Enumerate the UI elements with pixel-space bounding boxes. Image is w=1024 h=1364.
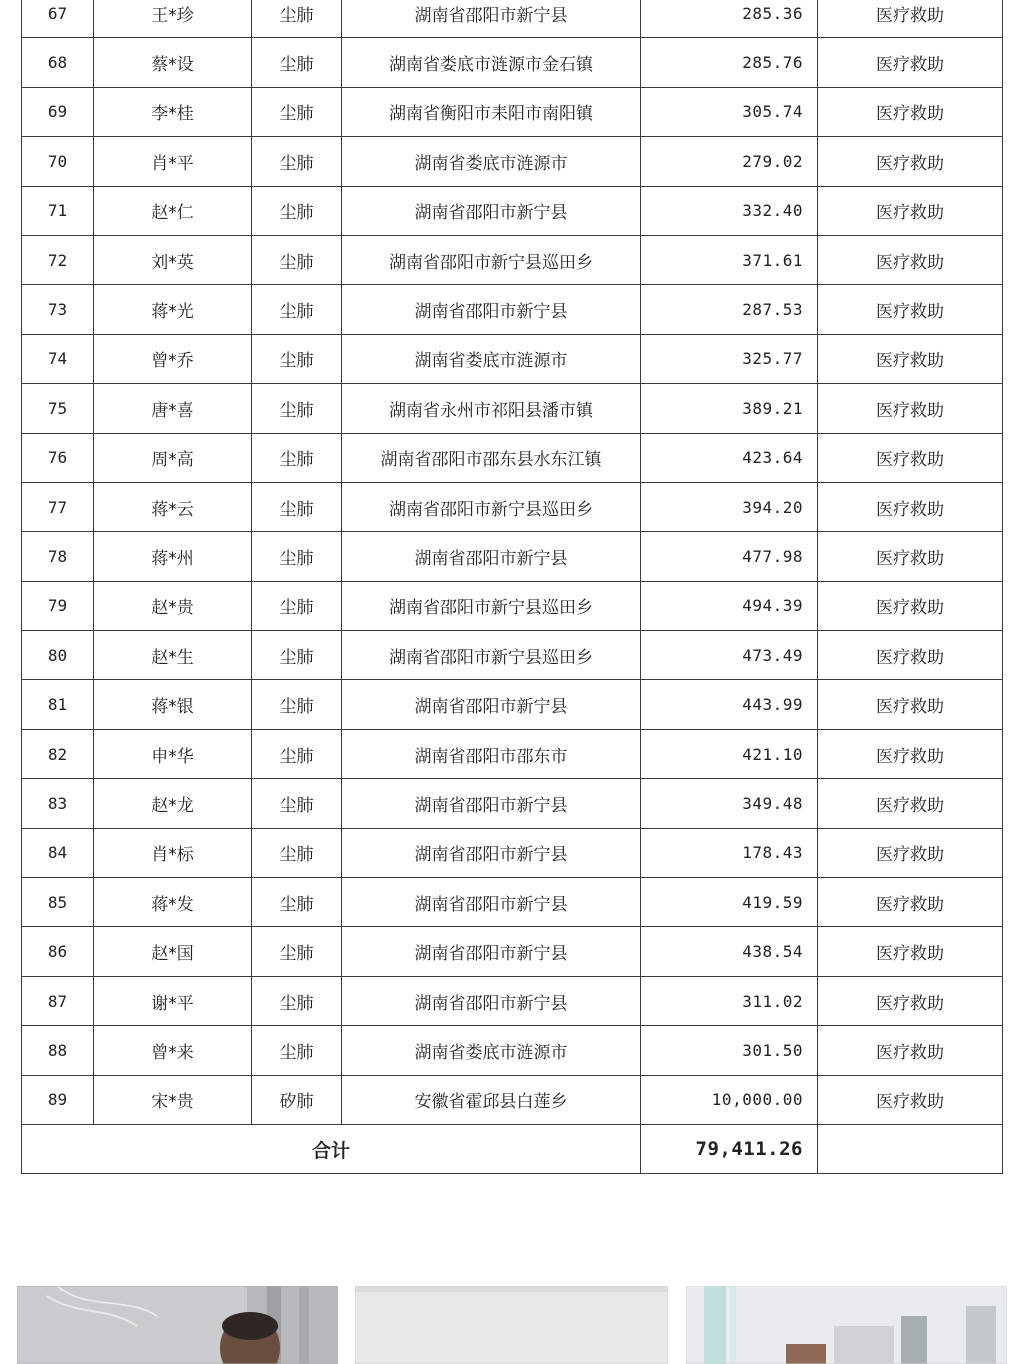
total-amount: 79,411.26 (641, 1124, 818, 1173)
cell-disease: 尘肺 (252, 680, 342, 729)
cell-disease: 尘肺 (252, 976, 342, 1025)
cell-amount: 423.64 (641, 433, 818, 482)
cell-disease: 尘肺 (252, 927, 342, 976)
table-row (22, 631, 1003, 680)
cell-no: 81 (22, 680, 94, 729)
cell-name: 蒋*光 (94, 285, 252, 334)
cell-address: 湖南省娄底市涟源市 (342, 1026, 641, 1075)
cell-no: 89 (22, 1075, 94, 1124)
cell-address: 湖南省娄底市涟源市金石镇 (342, 38, 641, 87)
cell-name: 蔡*设 (94, 38, 252, 87)
table-row (22, 285, 1003, 334)
cell-name: 宋*贵 (94, 1075, 252, 1124)
cell-no: 88 (22, 1026, 94, 1075)
table-row (22, 433, 1003, 482)
cell-type: 医疗救助 (818, 87, 1003, 136)
cell-no: 70 (22, 137, 94, 186)
cell-type: 医疗救助 (818, 976, 1003, 1025)
cell-disease: 尘肺 (252, 235, 342, 284)
cell-no: 79 (22, 581, 94, 630)
cell-address: 湖南省邵阳市新宁县巡田乡 (342, 631, 641, 680)
cell-name: 蒋*州 (94, 532, 252, 581)
cell-type: 医疗救助 (818, 878, 1003, 927)
cell-address: 湖南省邵阳市新宁县 (342, 680, 641, 729)
table-row (22, 976, 1003, 1025)
cell-amount: 301.50 (641, 1026, 818, 1075)
cell-type: 医疗救助 (818, 38, 1003, 87)
cell-amount: 419.59 (641, 878, 818, 927)
cell-disease: 尘肺 (252, 581, 342, 630)
cell-amount: 305.74 (641, 87, 818, 136)
cell-amount: 285.76 (641, 38, 818, 87)
cell-address: 湖南省邵阳市邵东市 (342, 729, 641, 778)
cell-no: 85 (22, 878, 94, 927)
cell-amount: 438.54 (641, 927, 818, 976)
cell-type: 医疗救助 (818, 482, 1003, 531)
cell-name: 谢*平 (94, 976, 252, 1025)
cell-disease: 尘肺 (252, 631, 342, 680)
cell-amount: 287.53 (641, 285, 818, 334)
cell-disease: 尘肺 (252, 38, 342, 87)
cell-disease: 尘肺 (252, 285, 342, 334)
cell-disease: 尘肺 (252, 779, 342, 828)
cell-amount: 285.36 (641, 0, 818, 38)
table-row (22, 87, 1003, 136)
cell-type: 医疗救助 (818, 186, 1003, 235)
cell-address: 湖南省永州市祁阳县潘市镇 (342, 384, 641, 433)
cell-no: 83 (22, 779, 94, 828)
cell-no: 76 (22, 433, 94, 482)
cell-amount: 389.21 (641, 384, 818, 433)
cell-address: 湖南省邵阳市新宁县 (342, 927, 641, 976)
table-row (22, 0, 1003, 38)
cell-no: 75 (22, 384, 94, 433)
cell-no: 68 (22, 38, 94, 87)
cell-disease: 尘肺 (252, 137, 342, 186)
cell-no: 69 (22, 87, 94, 136)
cell-disease: 尘肺 (252, 87, 342, 136)
cell-name: 赵*国 (94, 927, 252, 976)
total-label: 合计 (22, 1124, 641, 1173)
table-row (22, 532, 1003, 581)
cell-name: 唐*喜 (94, 384, 252, 433)
cell-name: 赵*生 (94, 631, 252, 680)
cell-type: 医疗救助 (818, 532, 1003, 581)
table-row (22, 1026, 1003, 1075)
cell-amount: 371.61 (641, 235, 818, 284)
cell-disease: 矽肺 (252, 1075, 342, 1124)
table-row (22, 186, 1003, 235)
cell-address: 湖南省邵阳市新宁县 (342, 186, 641, 235)
cell-type: 医疗救助 (818, 0, 1003, 38)
cell-disease: 尘肺 (252, 482, 342, 531)
cell-type: 医疗救助 (818, 285, 1003, 334)
cell-name: 曾*来 (94, 1026, 252, 1075)
cell-type: 医疗救助 (818, 581, 1003, 630)
table-row (22, 482, 1003, 531)
cell-name: 李*桂 (94, 87, 252, 136)
cell-disease: 尘肺 (252, 729, 342, 778)
cell-no: 80 (22, 631, 94, 680)
cell-address: 湖南省邵阳市新宁县巡田乡 (342, 482, 641, 531)
total-type (818, 1124, 1003, 1173)
cell-address: 湖南省娄底市涟源市 (342, 334, 641, 383)
cell-address: 湖南省邵阳市新宁县巡田乡 (342, 235, 641, 284)
cell-address: 湖南省邵阳市新宁县 (342, 285, 641, 334)
table-row (22, 1075, 1003, 1124)
cell-name: 赵*仁 (94, 186, 252, 235)
cell-name: 肖*平 (94, 137, 252, 186)
cell-type: 医疗救助 (818, 334, 1003, 383)
cell-no: 67 (22, 0, 94, 38)
cell-no: 86 (22, 927, 94, 976)
photo-patient-2 (355, 1286, 668, 1364)
cell-address: 湖南省邵阳市新宁县 (342, 779, 641, 828)
cell-no: 84 (22, 828, 94, 877)
table-row (22, 729, 1003, 778)
cell-no: 78 (22, 532, 94, 581)
photo-strip (0, 1286, 1024, 1364)
cell-type: 医疗救助 (818, 384, 1003, 433)
table-row (22, 334, 1003, 383)
table-row (22, 927, 1003, 976)
table-row (22, 235, 1003, 284)
table-row (22, 680, 1003, 729)
cell-no: 74 (22, 334, 94, 383)
donation-table-container (21, 0, 1002, 1174)
photo-patient-2-image (355, 1286, 668, 1364)
cell-name: 蒋*云 (94, 482, 252, 531)
cell-amount: 178.43 (641, 828, 818, 877)
cell-type: 医疗救助 (818, 631, 1003, 680)
cell-address: 湖南省邵阳市邵东县水东江镇 (342, 433, 641, 482)
table-row (22, 384, 1003, 433)
cell-disease: 尘肺 (252, 433, 342, 482)
cell-name: 申*华 (94, 729, 252, 778)
cell-name: 蒋*银 (94, 680, 252, 729)
cell-type: 医疗救助 (818, 235, 1003, 284)
cell-amount: 311.02 (641, 976, 818, 1025)
cell-amount: 443.99 (641, 680, 818, 729)
cell-address: 湖南省邵阳市新宁县 (342, 0, 641, 38)
table-row (22, 137, 1003, 186)
table-row (22, 779, 1003, 828)
cell-type: 医疗救助 (818, 433, 1003, 482)
photo-patient-3 (686, 1286, 1007, 1364)
cell-address: 湖南省娄底市涟源市 (342, 137, 641, 186)
cell-name: 肖*标 (94, 828, 252, 877)
cell-amount: 10,000.00 (641, 1075, 818, 1124)
cell-disease: 尘肺 (252, 0, 342, 38)
cell-amount: 477.98 (641, 532, 818, 581)
cell-name: 蒋*发 (94, 878, 252, 927)
cell-no: 77 (22, 482, 94, 531)
cell-amount: 473.49 (641, 631, 818, 680)
cell-type: 医疗救助 (818, 1075, 1003, 1124)
cell-name: 王*珍 (94, 0, 252, 38)
table-row (22, 828, 1003, 877)
cell-name: 刘*英 (94, 235, 252, 284)
cell-disease: 尘肺 (252, 384, 342, 433)
cell-name: 赵*龙 (94, 779, 252, 828)
cell-no: 71 (22, 186, 94, 235)
table-row (22, 581, 1003, 630)
cell-address: 湖南省邵阳市新宁县 (342, 878, 641, 927)
cell-disease: 尘肺 (252, 878, 342, 927)
cell-type: 医疗救助 (818, 729, 1003, 778)
total-row (22, 1124, 1003, 1173)
cell-no: 82 (22, 729, 94, 778)
cell-disease: 尘肺 (252, 532, 342, 581)
photo-patient-1 (17, 1286, 338, 1364)
cell-name: 赵*贵 (94, 581, 252, 630)
cell-type: 医疗救助 (818, 779, 1003, 828)
cell-address: 湖南省邵阳市新宁县 (342, 532, 641, 581)
photo-patient-3-image (686, 1286, 1007, 1364)
table-row (22, 878, 1003, 927)
cell-disease: 尘肺 (252, 334, 342, 383)
cell-address: 湖南省邵阳市新宁县 (342, 828, 641, 877)
donation-table (21, 0, 1003, 1174)
cell-amount: 349.48 (641, 779, 818, 828)
cell-amount: 421.10 (641, 729, 818, 778)
cell-address: 安徽省霍邱县白莲乡 (342, 1075, 641, 1124)
cell-type: 医疗救助 (818, 1026, 1003, 1075)
cell-address: 湖南省邵阳市新宁县巡田乡 (342, 581, 641, 630)
cell-no: 72 (22, 235, 94, 284)
photo-patient-1-image (17, 1286, 338, 1364)
cell-type: 医疗救助 (818, 927, 1003, 976)
cell-type: 医疗救助 (818, 828, 1003, 877)
cell-type: 医疗救助 (818, 137, 1003, 186)
table-body (22, 0, 1003, 1174)
cell-amount: 332.40 (641, 186, 818, 235)
cell-amount: 494.39 (641, 581, 818, 630)
cell-disease: 尘肺 (252, 186, 342, 235)
cell-name: 周*高 (94, 433, 252, 482)
cell-amount: 279.02 (641, 137, 818, 186)
cell-name: 曾*乔 (94, 334, 252, 383)
cell-amount: 394.20 (641, 482, 818, 531)
cell-address: 湖南省邵阳市新宁县 (342, 976, 641, 1025)
cell-no: 73 (22, 285, 94, 334)
cell-disease: 尘肺 (252, 828, 342, 877)
table-row (22, 38, 1003, 87)
cell-disease: 尘肺 (252, 1026, 342, 1075)
cell-address: 湖南省衡阳市耒阳市南阳镇 (342, 87, 641, 136)
cell-amount: 325.77 (641, 334, 818, 383)
cell-type: 医疗救助 (818, 680, 1003, 729)
cell-no: 87 (22, 976, 94, 1025)
